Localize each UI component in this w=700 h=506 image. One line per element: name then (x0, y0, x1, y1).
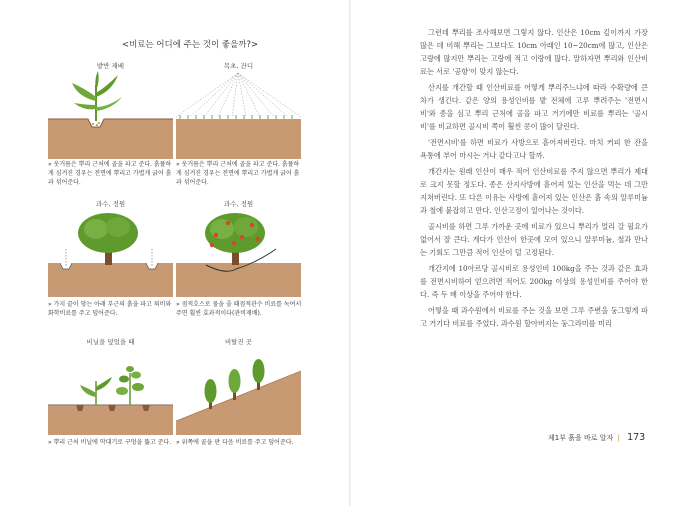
panel-label: 과수, 정원 (223, 200, 254, 208)
panel-caption: » 뿌리 근처 비닐에 막대기로 구멍을 뚫고 준다. (48, 439, 172, 446)
figure-title: <비료는 어디에 주는 것이 좋을까?> (121, 40, 259, 50)
panel-vinyl-mulch (48, 337, 173, 435)
paragraph: 개간지에 10아르당 골시비로 용성인비 100kg을 주는 것과 같은 효과를 전면시비하여 얻으려면 적어도 200kg 이상의 용성인비를 주어야 한다. 즉 두 배 이상을 주어야 한다. (420, 264, 648, 299)
panel-label: 목초, 잔디 (223, 62, 254, 70)
vinyl-mulch-illustration (48, 347, 173, 435)
paragraph: 개간지는 원래 인산이 매우 적어 인산비료를 주지 않으면 뿌리가 제대로 크지 못할 정도다. 종은 산지사방에 흩어져 있는 인산을 먹는 데 그만 지쳐버린다. 또 다른 이유는 사방에 흩어져 있는 인산은 흙 속의 알루미늄과 철에 붙잡히고 만다. 인산고정이 일어나는 것이다. (420, 167, 648, 215)
paragraph: '전면시비'를 하면 비료가 사방으로 흩어져버린다. 마치 커피 한 잔을 욕통에 부어 마시는 거나 같다고나 할까. (420, 138, 648, 160)
page-number: 173 (627, 432, 646, 443)
panel-slope (176, 337, 301, 435)
slope-illustration (176, 347, 301, 435)
orchard-ring-illustration (48, 209, 173, 297)
panel-caption: » 점적호스로 물을 줄 때점적관수 비료를 녹여서 주면 훨씬 효과적이다(관비재배). (176, 301, 302, 317)
paragraph: 어떻을 때 과수원에서 비료를 주는 것을 보면 그루 주변을 둥그렇게 파고 거기다 비료를 주었다. 과수원 할아버지는 둥그라미를 미리 (420, 306, 648, 328)
panel-caption: » 웃거름은 뿌리 근처에 골을 파고 준다. 흙풀하게 심겨진 경우는 전면에 뿌리고 가볍게 긁어 흙과 섞어준다. (48, 161, 172, 186)
book-gutter (349, 0, 351, 506)
panel-label: 과수, 정원 (95, 200, 126, 208)
panel-label: 비닐을 덮었을 때 (86, 338, 135, 346)
page-footer (548, 432, 645, 443)
panel-caption: » 위쪽에 골을 판 다음 비료를 주고 덮어준다. (176, 439, 294, 446)
paragraph: 그런데 뿌리를 조사해보면 그렇지 않다. 인산은 10cm 깊이까지 가장 많은 데 비해 뿌리는 그보다도 10cm 아래인 10~20cm에 많고, 인산은 고랑에 많지만 뿌리는 고랑에 적고 이랑에 많다. 말하자면 뿌리와 인산비료는 서로 '공항'이 맞지 않는다. (420, 28, 648, 76)
pasture-illustration (176, 71, 301, 159)
field-crop-illustration (48, 71, 173, 159)
panel-pasture (176, 61, 301, 159)
panel-caption: » 가지 끝이 닿는 아래 부근의 흙을 파고 퇴비와 화학비료를 주고 덮어준다. (48, 301, 172, 317)
body-text (420, 26, 648, 333)
panel-field-crop (48, 61, 173, 159)
paragraph: 골시비를 하면 그루 가까운 곳에 비료가 있으니 뿌리가 멀리 갈 필요가 없어서 잘 큰다. 게다가 인산이 한곳에 모여 있으니 알루미늄, 철과 만나는 기회도 그만큼 적어 인산이 덜 고정된다. (420, 222, 648, 257)
panel-label: 비탈진 곳 (224, 338, 253, 346)
orchard-drip-illustration (176, 209, 301, 297)
footer-separator: | (617, 434, 620, 442)
panel-orchard-drip (176, 199, 301, 297)
panel-orchard-ring (48, 199, 173, 297)
section-title: 제1부 흙을 바로 알자 (548, 434, 614, 442)
panel-caption: » 웃거름은 뿌리 근처에 골을 파고 준다. 흙풀하게 심겨진 경우는 전면에 뿌리고 가볍게 긁어 흙과 섞어준다. (176, 161, 300, 186)
paragraph: 산지를 개간할 때 인산비료를 어떻게 뿌리주느냐에 따라 수확량에 큰 차가 생긴다. 같은 양의 용성인비를 밭 전체에 고루 뿌려주는 '전면시비'와 종을 심고 뿌리 근처에 골을 파고 거기에만 비료를 뿌리는 '골시비'를 비교하면 골시비 쪽이 훨씬 콩이 많이 달린다. (420, 83, 648, 131)
panel-label: 밭반 재배 (96, 62, 125, 70)
